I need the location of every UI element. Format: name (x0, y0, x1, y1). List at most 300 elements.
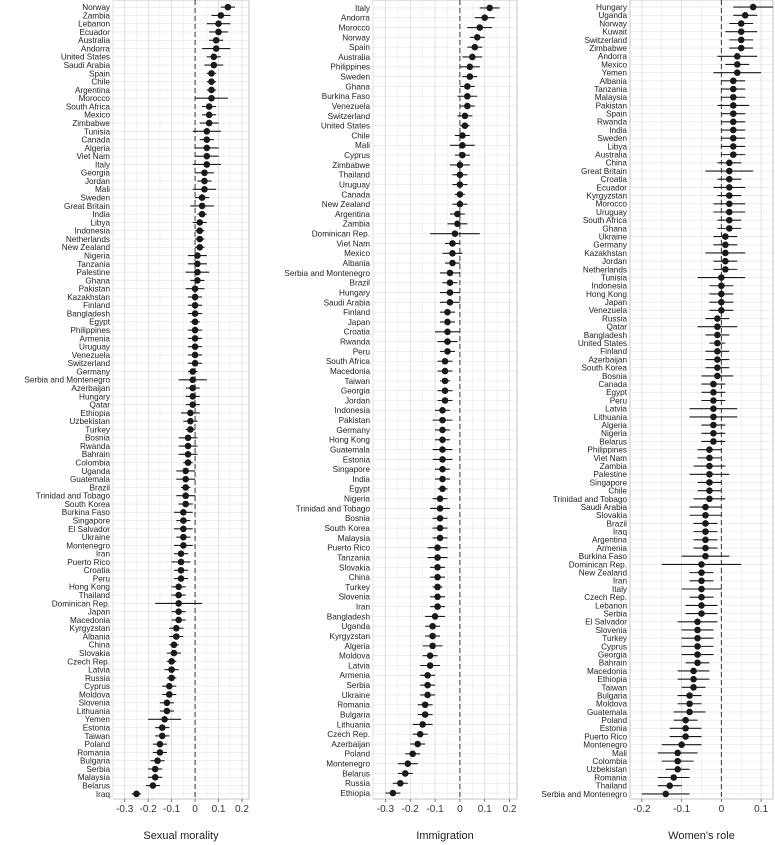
data-point (203, 145, 210, 152)
data-point (726, 192, 733, 199)
data-point (187, 410, 194, 417)
category-label: Zambia (599, 461, 627, 471)
category-label: Thailand (78, 591, 110, 601)
data-point (750, 4, 757, 11)
data-point (449, 260, 456, 267)
data-point (444, 309, 451, 316)
category-label: Turkey (345, 582, 370, 592)
category-label: Qatar (606, 322, 627, 332)
data-point (457, 201, 464, 208)
data-point (447, 279, 454, 286)
category-label: Montenegro (66, 541, 110, 551)
category-label: Georgia (597, 650, 627, 660)
category-label: Argentina (334, 209, 370, 219)
data-point (698, 594, 705, 601)
data-point (171, 650, 178, 657)
category-label: Algeria (84, 143, 110, 153)
category-label: Iran (355, 602, 370, 612)
category-label: Ethiopia (80, 408, 110, 418)
data-point (674, 766, 681, 773)
category-label: Andorra (340, 13, 370, 23)
category-label: Mali (94, 185, 110, 195)
data-point (722, 250, 729, 257)
data-point (726, 200, 733, 207)
category-label: Poland (344, 749, 370, 759)
data-point (390, 790, 397, 797)
category-label: Chile (351, 131, 370, 141)
data-point (662, 791, 669, 798)
category-label: Serbia (86, 764, 110, 774)
x-tick-label: -0.2 (139, 804, 157, 815)
data-point (185, 434, 192, 441)
category-label: Mexico (84, 110, 110, 120)
category-label: Ukraine (598, 232, 627, 242)
data-point (476, 24, 483, 31)
data-point (429, 643, 436, 650)
category-label: Pakistan (338, 416, 370, 426)
category-label: Serbia and Montenegro (24, 375, 110, 385)
category-label: Bosnia (601, 371, 627, 381)
data-point (192, 310, 199, 317)
category-label: Italy (611, 584, 627, 594)
data-point (726, 209, 733, 216)
category-label: Switzerland (67, 359, 110, 369)
data-point (437, 505, 444, 512)
category-label: Chile (608, 486, 627, 496)
data-point (710, 414, 717, 421)
category-label: South Africa (65, 102, 110, 112)
category-label: Indonesia (591, 281, 627, 291)
category-label: Lebanon (595, 601, 627, 611)
data-point (706, 487, 713, 494)
category-label: Japan (347, 317, 370, 327)
data-point (698, 602, 705, 609)
category-label: South Korea (324, 523, 370, 533)
category-label: Colombia (592, 757, 627, 767)
data-point (471, 44, 478, 51)
category-label: Morocco (595, 199, 627, 209)
category-label: Pakistan (595, 101, 627, 111)
category-label: Dominican Rep. (568, 560, 627, 570)
data-point (714, 373, 721, 380)
category-label: China (348, 573, 370, 583)
data-point (194, 261, 201, 268)
category-label: Georgia (340, 386, 370, 396)
data-point (164, 708, 171, 715)
category-label: Montenegro (326, 759, 370, 769)
data-point (454, 211, 461, 218)
data-point (439, 486, 446, 493)
category-label: Slovenia (78, 698, 110, 708)
category-label: Bulgaria (79, 756, 110, 766)
category-label: Zambia (82, 11, 110, 21)
category-label: Zimbabwe (332, 160, 370, 170)
data-point (464, 103, 471, 110)
data-point (447, 299, 454, 306)
data-point (218, 12, 225, 19)
data-point (192, 319, 199, 326)
category-label: Latvia (348, 661, 370, 671)
data-point (164, 699, 171, 706)
data-point (192, 302, 199, 309)
data-point (168, 666, 175, 673)
category-label: Dominican Rep. (51, 599, 110, 609)
data-point (706, 479, 713, 486)
category-label: Bangladesh (326, 612, 370, 622)
data-point (690, 684, 697, 691)
x-axis-title: Sexual morality (143, 830, 219, 842)
category-label: New Zealand (61, 243, 110, 253)
category-label: Mexico (344, 249, 370, 259)
data-point (730, 110, 737, 117)
data-point (175, 617, 182, 624)
category-label: Burkina Faso (61, 508, 110, 518)
data-point (150, 782, 157, 789)
category-label: Belarus (342, 769, 370, 779)
data-point (157, 749, 164, 756)
data-point (734, 69, 741, 76)
data-point (464, 93, 471, 100)
data-point (215, 29, 222, 36)
data-point (178, 567, 185, 574)
category-label: Spain (89, 69, 110, 79)
category-label: Thailand (595, 781, 627, 791)
data-point (175, 592, 182, 599)
data-point (439, 427, 446, 434)
data-point (442, 397, 449, 404)
data-point (182, 492, 189, 499)
category-label: Zambia (342, 219, 370, 229)
category-label: Serbia and Montenegro (284, 268, 370, 278)
data-point (742, 12, 749, 19)
x-tick-label: -0.1 (673, 804, 691, 815)
data-point (718, 299, 725, 306)
data-point (694, 618, 701, 625)
data-point (730, 119, 737, 126)
data-point (171, 641, 178, 648)
category-label: Egypt (349, 484, 370, 494)
data-point (402, 770, 409, 777)
category-label: Guatemala (329, 445, 370, 455)
x-tick-label: -0.2 (633, 804, 651, 815)
data-point (730, 127, 737, 134)
data-point (444, 319, 451, 326)
category-label: Slovakia (79, 648, 110, 658)
category-label: El Salvador (585, 617, 627, 627)
category-label: Rwanda (79, 441, 110, 451)
category-label: Mexico (601, 60, 627, 70)
category-label: Trinidad and Tobago (35, 491, 110, 501)
category-label: India (92, 210, 110, 220)
data-point (682, 725, 689, 732)
category-label: Azerbaijan (588, 355, 627, 365)
data-point (203, 153, 210, 160)
category-label: Netherlands (65, 234, 110, 244)
data-point (726, 168, 733, 175)
category-label: Moldova (596, 699, 627, 709)
category-label: Uruguay (339, 180, 370, 190)
x-tick-label: 0.2 (235, 804, 249, 815)
data-point (182, 468, 189, 475)
panel-1-frame (113, 0, 249, 799)
x-tick-label: 0.1 (477, 804, 492, 815)
category-label: Romania (77, 748, 110, 758)
data-point (439, 476, 446, 483)
data-point (206, 103, 213, 110)
data-point (666, 782, 673, 789)
data-point (175, 584, 182, 591)
data-point (180, 534, 187, 541)
data-point (189, 385, 196, 392)
data-point (730, 135, 737, 142)
category-label: Venezuela (588, 306, 627, 316)
category-label: Ecuador (79, 27, 110, 37)
category-label: Ghana (345, 82, 370, 92)
category-label: Kazakhstan (67, 292, 110, 302)
data-point (434, 584, 441, 591)
data-point (738, 28, 745, 35)
data-point (694, 643, 701, 650)
category-label: New Zealand (578, 568, 627, 578)
category-label: Poland (84, 740, 110, 750)
category-label: Ghana (602, 224, 627, 234)
data-point (201, 186, 208, 193)
category-label: Norway (342, 33, 370, 43)
category-label: Jordan (344, 396, 370, 406)
x-tick-label: 0 (718, 804, 725, 815)
data-point (185, 451, 192, 458)
category-label: Libya (607, 142, 627, 152)
data-point (419, 721, 426, 728)
category-label: Kyrgyzstan (586, 191, 627, 201)
data-point (449, 250, 456, 257)
category-label: Latvia (88, 665, 110, 675)
category-label: Viet Nam (593, 453, 627, 463)
data-point (185, 443, 192, 450)
data-point (449, 240, 456, 247)
category-label: Azerbaijan (71, 383, 110, 393)
category-label: Great Britain (64, 201, 110, 211)
data-point (718, 291, 725, 298)
data-point (166, 683, 173, 690)
data-point (154, 757, 161, 764)
category-label: Serbia and Montenegro (541, 789, 627, 799)
category-label: Ethiopia (597, 675, 627, 685)
data-point (469, 54, 476, 61)
category-label: Peru (352, 347, 370, 357)
data-point (682, 733, 689, 740)
category-label: Spain (606, 109, 627, 119)
category-label: Rwanda (339, 337, 370, 347)
data-point (417, 731, 424, 738)
category-label: Finland (343, 308, 370, 318)
data-point (211, 54, 218, 61)
category-label: Uganda (598, 11, 627, 21)
data-point (706, 496, 713, 503)
data-point (437, 495, 444, 502)
data-point (706, 471, 713, 478)
data-point (702, 553, 709, 560)
category-label: Macedonia (329, 366, 370, 376)
category-label: Mali (611, 748, 627, 758)
category-label: Hong Kong (586, 289, 627, 299)
data-point (710, 430, 717, 437)
x-tick-label: 0.1 (754, 804, 769, 815)
category-label: Cyprus (344, 151, 370, 161)
category-label: Belarus (82, 781, 110, 791)
data-point (467, 63, 474, 70)
data-point (201, 169, 208, 176)
category-label: Estonia (599, 724, 627, 734)
category-label: Azerbaijan (331, 739, 370, 749)
data-point (714, 364, 721, 371)
data-point (730, 151, 737, 158)
x-tick-label: 0.2 (502, 804, 517, 815)
data-point (452, 230, 459, 237)
data-point (424, 672, 431, 679)
category-label: Hungary (79, 392, 110, 402)
data-point (192, 343, 199, 350)
data-point (457, 171, 464, 178)
data-point (457, 162, 464, 169)
category-label: Burkina Faso (321, 92, 370, 102)
category-label: Rwanda (596, 117, 627, 127)
data-point (464, 83, 471, 90)
category-label: Tanzania (594, 84, 627, 94)
category-label: Puerto Rico (584, 732, 627, 742)
category-label: Moldova (339, 651, 370, 661)
data-point (159, 724, 166, 731)
category-label: Moldova (79, 690, 110, 700)
data-point (152, 774, 159, 781)
data-point (187, 418, 194, 425)
category-label: Kyrgyzstan (329, 631, 370, 641)
category-label: Sweden (597, 134, 627, 144)
data-point (730, 78, 737, 85)
data-point (192, 360, 199, 367)
data-point (424, 682, 431, 689)
x-tick-label: 0 (457, 804, 463, 815)
category-label: Qatar (89, 400, 110, 410)
data-point (173, 633, 180, 640)
data-point (686, 700, 693, 707)
category-label: Armenia (79, 334, 110, 344)
category-label: Morocco (78, 94, 110, 104)
category-label: New Zealand (321, 200, 370, 210)
category-label: Canada (598, 380, 627, 390)
data-point (718, 282, 725, 289)
category-label: Armenia (339, 671, 370, 681)
data-point (710, 381, 717, 388)
data-point (694, 627, 701, 634)
data-point (674, 758, 681, 765)
category-label: Ecuador (596, 183, 627, 193)
category-label: Malaysia (594, 93, 627, 103)
data-point (730, 102, 737, 109)
category-label: Ethiopia (340, 788, 370, 798)
data-point (152, 766, 159, 773)
data-point (439, 466, 446, 473)
category-label: Iran (612, 576, 627, 586)
data-point (429, 623, 436, 630)
category-label: Canada (81, 135, 110, 145)
category-label: Estonia (342, 455, 370, 465)
category-label: Germany (76, 367, 110, 377)
data-point (722, 241, 729, 248)
data-point (722, 258, 729, 265)
category-label: Poland (601, 716, 627, 726)
category-label: Saudi Arabia (63, 61, 110, 71)
category-label: Italy (94, 160, 110, 170)
data-point (187, 426, 194, 433)
category-label: Czech Rep. (327, 730, 370, 740)
data-point (196, 227, 203, 234)
category-label: Taiwan (601, 683, 627, 693)
data-point (447, 289, 454, 296)
category-label: Slovakia (339, 563, 370, 573)
category-label: China (605, 158, 627, 168)
category-label: Tunisia (600, 273, 627, 283)
data-point (439, 446, 446, 453)
category-label: Russia (84, 673, 110, 683)
data-point (432, 613, 439, 620)
data-point (442, 378, 449, 385)
category-label: Iraq (612, 527, 627, 537)
x-tick-label: 0.1 (211, 804, 226, 815)
category-label: Ukraine (341, 690, 370, 700)
category-label: Bulgaria (596, 691, 627, 701)
category-label: Australia (595, 150, 627, 160)
category-label: Slovakia (596, 511, 627, 521)
category-label: Great Britain (581, 166, 627, 176)
category-label: Puerto Rico (327, 543, 370, 553)
category-label: United States (577, 339, 627, 349)
category-label: Bangladesh (66, 309, 110, 319)
data-point (730, 94, 737, 101)
data-point (442, 358, 449, 365)
category-label: Jordan (601, 257, 627, 267)
category-label: Albania (82, 632, 110, 642)
data-point (192, 352, 199, 359)
data-point (404, 760, 411, 767)
category-label: Estonia (82, 723, 110, 733)
data-point (422, 711, 429, 718)
category-label: Albania (599, 76, 627, 86)
category-label: Bahrain (81, 450, 110, 460)
category-label: Brazil (89, 483, 110, 493)
data-point (454, 221, 461, 228)
data-point (444, 328, 451, 335)
data-point (726, 160, 733, 167)
data-point (706, 446, 713, 453)
category-label: Hungary (339, 288, 370, 298)
data-point (211, 62, 218, 69)
category-label: Uganda (341, 622, 370, 632)
category-label: Kyrgyzstan (69, 624, 110, 634)
category-label: Germany (336, 425, 370, 435)
category-label: El Salvador (68, 524, 110, 534)
category-label: Singapore (332, 465, 370, 475)
category-label: Trinidad and Tobago (295, 504, 370, 514)
data-point (434, 544, 441, 551)
category-label: Saudi Arabia (323, 298, 370, 308)
category-label: Viet Nam (336, 239, 370, 249)
category-label: Norway (82, 3, 110, 13)
data-point (173, 625, 180, 632)
data-point (175, 608, 182, 615)
data-point (208, 95, 215, 102)
data-point (674, 750, 681, 757)
